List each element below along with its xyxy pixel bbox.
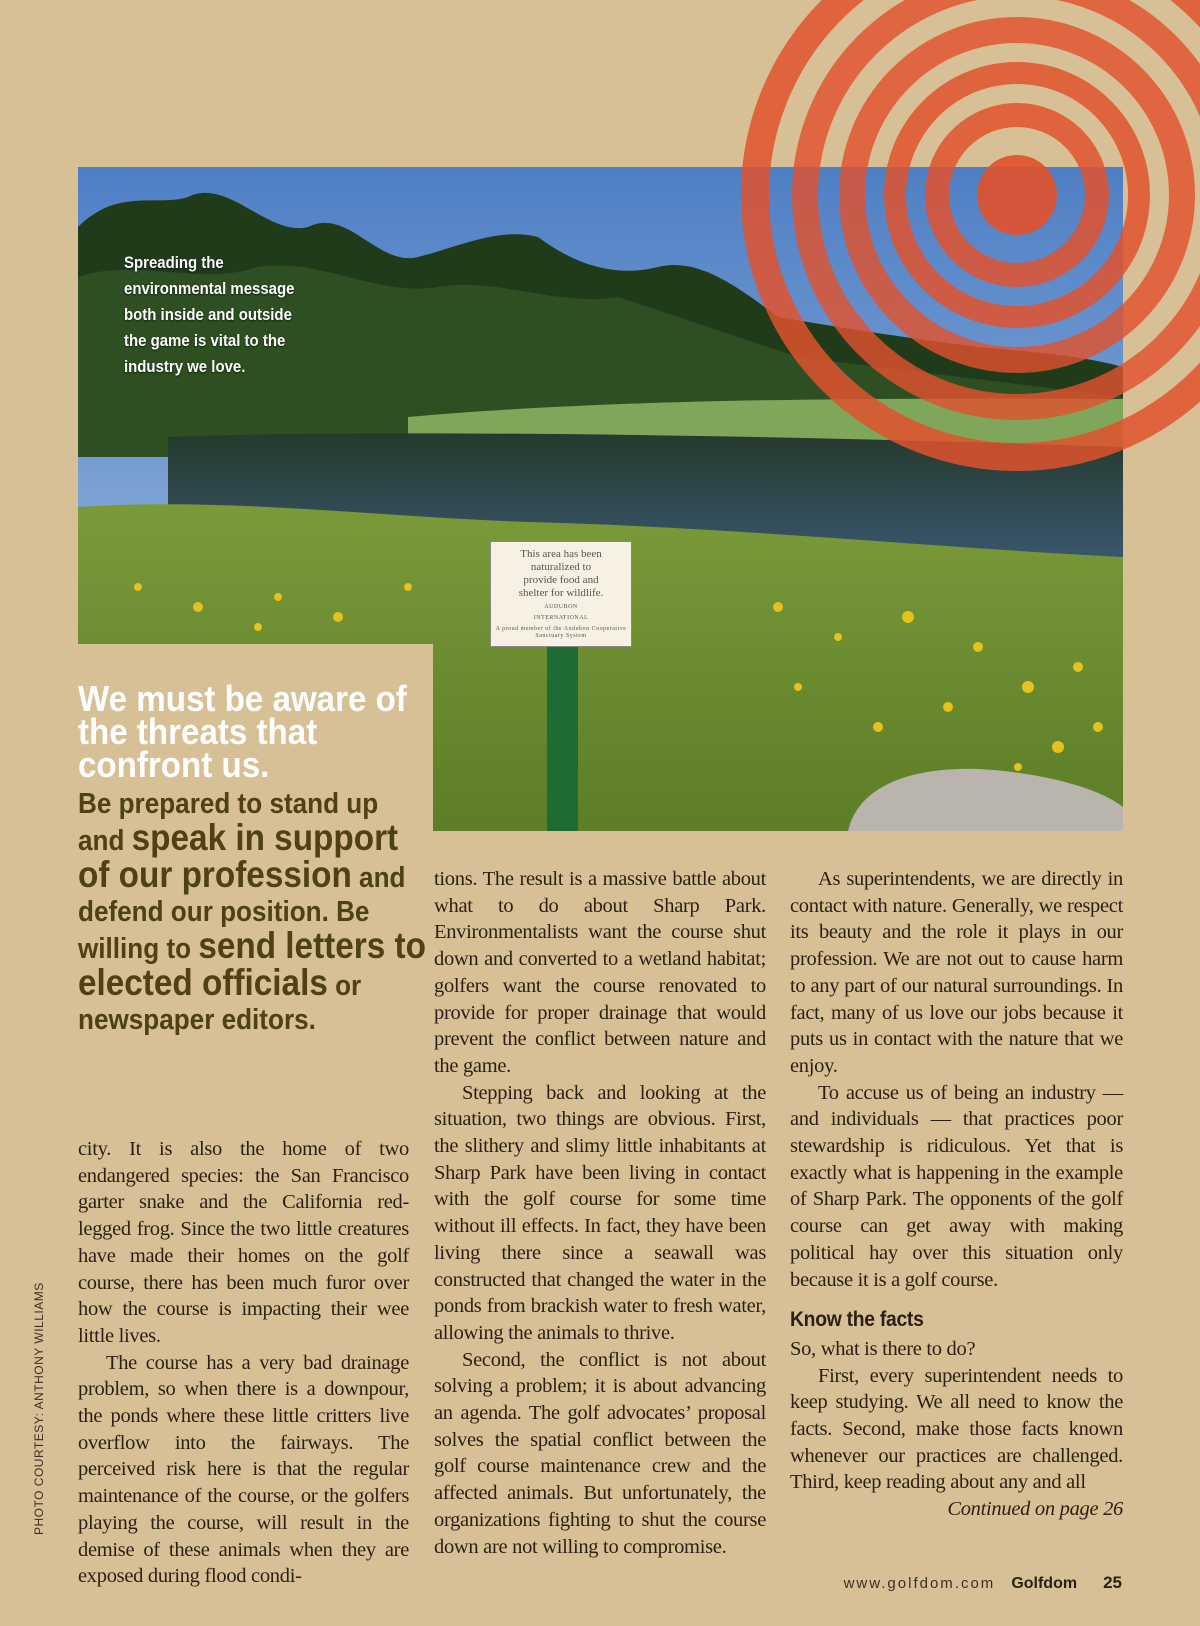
footer-brand: Golfdom bbox=[1011, 1575, 1078, 1592]
pull-text: Be prepared to stand up and bbox=[78, 788, 379, 857]
sign-line: provide food and bbox=[523, 574, 599, 586]
paragraph: To accuse us of being an industry — and individuals — that practices poor stewardship is ridiculous. Yet that is exactly what is happening in the example of Sharp Park. The opponents of the golf course can get away with making political hay over this situation only because it is a golf course. bbox=[790, 1081, 1123, 1291]
page-footer bbox=[844, 1573, 1122, 1593]
sign-line: naturalized to bbox=[530, 561, 592, 573]
pull-quote bbox=[78, 678, 428, 1037]
sign-logo-sub: INTERNATIONAL bbox=[533, 615, 589, 621]
pull-text-large: speak in support of our profession bbox=[78, 817, 399, 895]
continued-line: Continued on page 26 bbox=[947, 1498, 1123, 1521]
pull-text: and defend our position. Be willing to bbox=[78, 862, 406, 965]
sign-line: shelter for wildlife. bbox=[518, 587, 604, 599]
paragraph: Second, the conflict is not about solving a problem; it is about advancing an agenda. The golf advocates’ proposal solves the spatial conflict between the golf course maintenance crew and the affected animals. But unfortunately, the organizations fighting to shut the course down are not willing to compromise. bbox=[434, 1348, 766, 1558]
sign-post bbox=[547, 647, 578, 831]
paragraph: First, every superintendent needs to keep studying. We all need to know the facts. Second, make those facts known whenever our practices are challenged. Third, keep reading about any and all bbox=[790, 1364, 1123, 1494]
paragraph: The course has a very bad drainage problem, so when there is a downpour, the ponds where these little critters live overflow into the fairways. The perceived risk here is that the regular maintenance of the course, or the golfers playing the course, will result in the demise of these animals when they are exposed during flood condi- bbox=[78, 1351, 409, 1588]
paragraph: So, what is there to do? bbox=[790, 1337, 976, 1360]
pull-quote-white: We must be aware of the threats that confront us. bbox=[78, 678, 407, 785]
sign-line: This area has been bbox=[520, 548, 602, 560]
photo-caption: Spreading the environmental message both inside and outside the game is vital to the industry we love. bbox=[124, 253, 295, 376]
paragraph: As superintendents, we are directly in contact with nature. Generally, we respect its beauty and the role it plays in our profession. We are not out to cause harm to any part of our natural surroundings. In fact, many of us love our jobs because it puts us in contact with the nature that we enjoy. bbox=[790, 868, 1123, 1077]
column-2 bbox=[434, 866, 766, 1560]
audubon-sign bbox=[490, 541, 632, 647]
paragraph: Stepping back and looking at the situation, two things are obvious. First, the slithery and slimy little inhabitants at Sharp Park have been living in contact with the golf course for some time without ill effects. In fact, they have been living there since a seawall was constructed that changed the water in the ponds from brackish water to fresh water, allowing the animals to thrive. bbox=[434, 1081, 766, 1344]
subhead: Know the facts bbox=[790, 1308, 924, 1332]
pull-text-large: send letters to elected officials bbox=[78, 925, 426, 1003]
column-1 bbox=[78, 1136, 409, 1590]
photo-credit: PHOTO COURTESY: ANTHONY WILLIAMS bbox=[32, 1282, 46, 1535]
paragraph: tions. The result is a massive battle about what to do about Sharp Park. Environmentalists want the course shut down and converted to a wetland habitat; golfers want the course renovated to provide for proper drainage that would prevent the conflict between nature and the game. bbox=[434, 868, 766, 1077]
footer-url: www.golfdom.com bbox=[843, 1575, 996, 1592]
pull-quote-olive bbox=[78, 787, 429, 1037]
paragraph: city. It is also the home of two endangered species: the San Francisco garter snake and the California red-legged frog. Since the two little creatures have made their homes on the golf course, there has been much furor over how the course is impacting their wee little lives. bbox=[78, 1138, 409, 1347]
sign-footer: A proud member of the Audubon Cooperative Sanctuary System bbox=[495, 626, 627, 639]
sign-logo: AUDUBON bbox=[544, 604, 578, 610]
column-3 bbox=[790, 866, 1123, 1523]
pull-text: or newspaper editors. bbox=[78, 970, 362, 1036]
page-number: 25 bbox=[1103, 1573, 1122, 1592]
